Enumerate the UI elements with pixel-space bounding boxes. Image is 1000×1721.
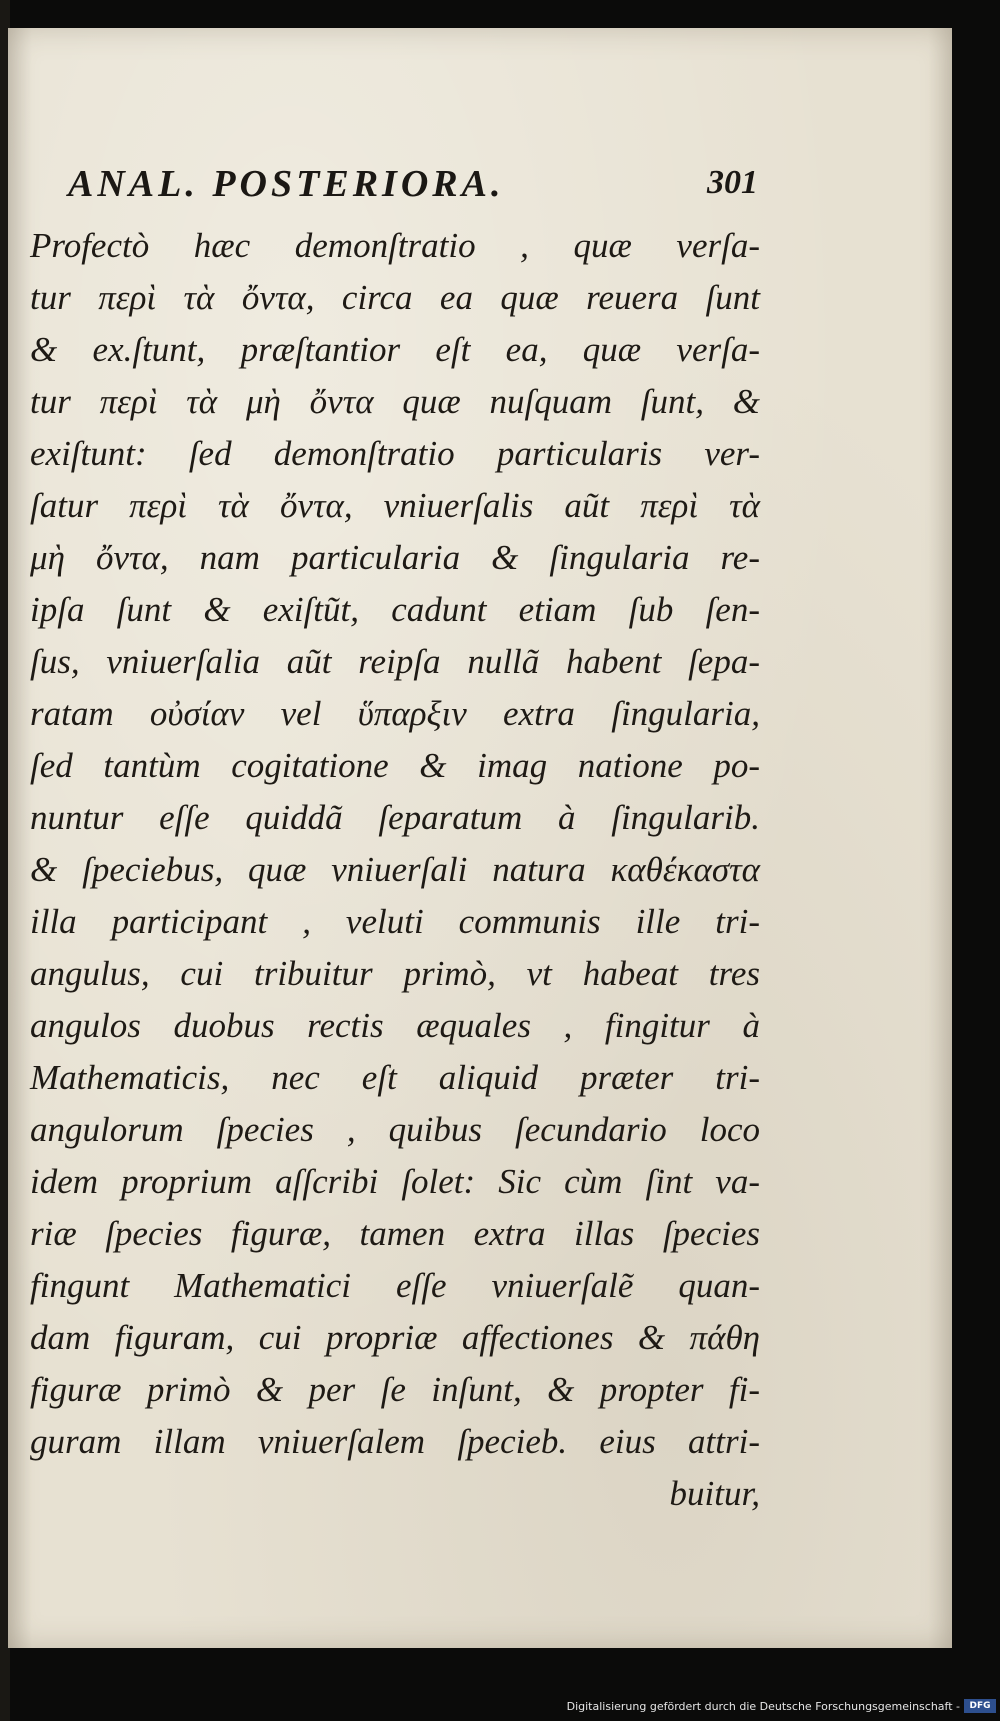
- text-line: idem proprium aſſcribi ſolet: Sic cùm ſint va-: [30, 1162, 760, 1201]
- text-line: tur περὶ τὰ ὄντα, circa ea quæ reuera ſunt: [30, 278, 760, 317]
- footer-credit: Digitalisierung gefördert durch die Deutsche Forschungsgemeinschaft -: [566, 1700, 960, 1713]
- running-head: [68, 162, 758, 212]
- text-line: ipſa ſunt & exiſtũt, cadunt etiam ſub ſen-: [30, 590, 760, 629]
- page-number: 301: [707, 164, 758, 201]
- text-line: angulos duobus rectis æquales , fingitur à: [30, 1006, 760, 1045]
- text-line: tur περὶ τὰ μὴ ὄντα quæ nuſquam ſunt, &: [30, 382, 760, 421]
- text-line: μὴ ὄντα, nam particularia & ſingularia re-: [30, 538, 760, 577]
- text-line: angulorum ſpecies , quibus ſecundario loco: [30, 1110, 760, 1149]
- text-line: figuræ primò & per ſe inſunt, & propter fi-: [30, 1370, 760, 1409]
- running-head-title: ANAL. POSTERIORA.: [68, 163, 505, 205]
- text-line: fingunt Mathematici eſſe vniuerſalẽ quan-: [30, 1266, 760, 1305]
- text-line: dam figuram, cui propriæ affectiones & πάθη: [30, 1318, 760, 1357]
- text-line: exiſtunt: ſed demonſtratio particularis ver-: [30, 434, 760, 473]
- text-line: nuntur eſſe quiddã ſeparatum à ſingularib.: [30, 798, 760, 837]
- text-line: ſus, vniuerſalia aũt reipſa nullã habent ſepa-: [30, 642, 760, 681]
- text-line: angulus, cui tribuitur primò, vt habeat tres: [30, 954, 760, 993]
- text-line: Profectò hæc demonſtratio , quæ verſa-: [30, 226, 760, 265]
- digitization-footer: [0, 1694, 1000, 1721]
- text-line: & ex.ſtunt, præſtantior eſt ea, quæ verſa-: [30, 330, 760, 369]
- book-page: [8, 28, 952, 1648]
- text-line: ſatur περὶ τὰ ὄντα, vniuerſalis aũt περὶ τὰ: [30, 486, 760, 525]
- text-line: ſed tantùm cogitatione & imag natione po-: [30, 746, 760, 785]
- text-line: riæ ſpecies figuræ, tamen extra illas ſpecies: [30, 1214, 760, 1253]
- text-line: & ſpeciebus, quæ vniuerſali natura καθέκαστα: [30, 850, 760, 889]
- text-line: illa participant , veluti communis ille tri-: [30, 902, 760, 941]
- body-text: [30, 220, 760, 1520]
- text-line: Mathematicis, nec eſt aliquid præter tri-: [30, 1058, 760, 1097]
- dfg-logo-icon: DFG: [964, 1699, 996, 1713]
- text-line: guram illam vniuerſalem ſpecieb. eius attri-: [30, 1422, 760, 1461]
- text-line: ratam οὐσίαν vel ὕπαρξιν extra ſingularia,: [30, 694, 760, 733]
- catchword: buitur,: [669, 1474, 760, 1513]
